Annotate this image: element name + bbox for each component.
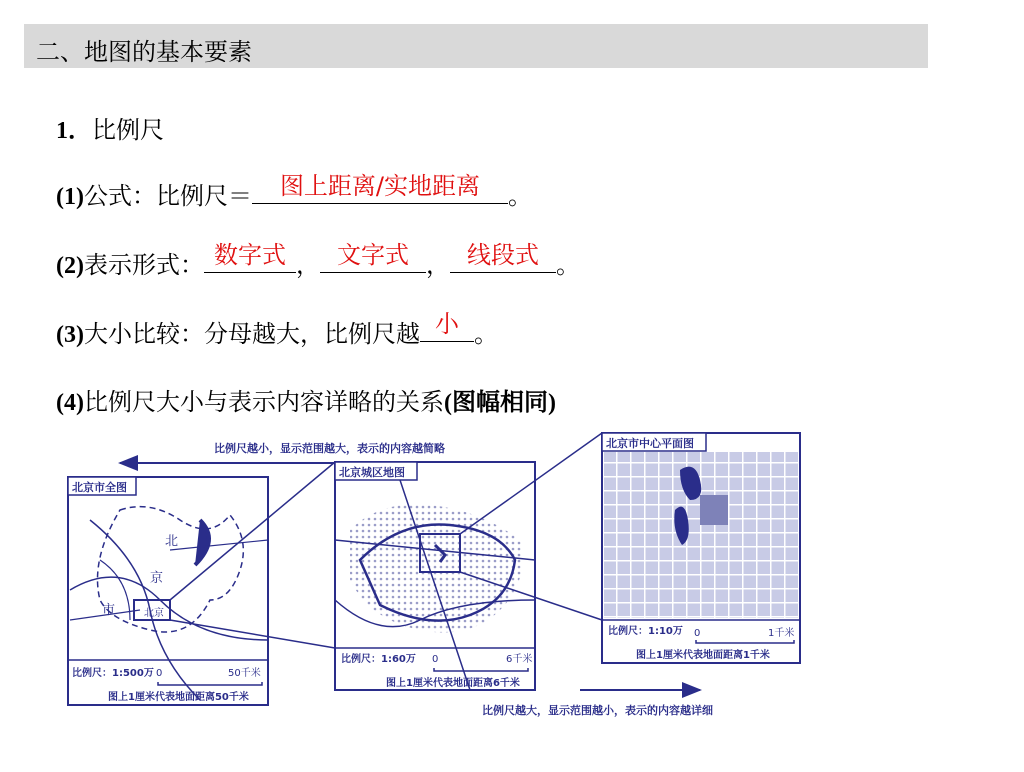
map1-char-beijing: 北京 (144, 608, 164, 619)
map3-scale-dist: 1千米 (768, 628, 795, 639)
section-title: 二、地图的基本要素 (36, 38, 252, 66)
map3-scale-zero: 0 (694, 628, 701, 639)
item-text: 公式：比例尺＝ (83, 182, 252, 210)
item-formula (56, 172, 532, 211)
map1-scale-dist: 50千米 (228, 668, 261, 679)
map3-scale-desc: 图上1厘米代表地面距离1千米 (636, 650, 770, 661)
item-relation (56, 382, 556, 417)
map3-scale-label: 比例尺：1:10万 (608, 626, 683, 637)
map-beijing-urban (335, 462, 535, 690)
item-prefix: (4) (56, 390, 84, 416)
punct: ， (295, 251, 320, 279)
item-text: 大小比较：分母越大，比例尺越 (83, 320, 420, 348)
map-beijing-full (68, 477, 268, 705)
map-beijing-center (602, 433, 800, 663)
answer-blank (420, 310, 474, 342)
bottom-arrow-text: 比例尺越大，显示范围越小，表示的内容越详细 (482, 704, 713, 717)
map2-scale-dist: 6千米 (506, 654, 533, 665)
answer-blank (320, 241, 426, 273)
map2-title: 北京城区地图 (339, 466, 405, 479)
item-forms (56, 241, 580, 280)
answer-text: 图上距离/实地距离 (279, 172, 481, 200)
punct: 。 (473, 320, 498, 348)
item-prefix: (2) (56, 253, 84, 279)
punct: 。 (507, 182, 532, 210)
punct: 。 (555, 251, 580, 279)
map2-scale-label: 比例尺：1:60万 (341, 654, 416, 665)
answer-text: 小 (434, 310, 459, 338)
map1-scale-desc: 图上1厘米代表地面距离50千米 (108, 692, 249, 703)
map3-title: 北京市中心平面图 (606, 437, 694, 450)
answer-text: 文字式 (336, 241, 409, 269)
map2-scale-desc: 图上1厘米代表地面距离6千米 (386, 678, 520, 689)
map1-title: 北京市全图 (72, 481, 127, 494)
map2-scale-zero: 0 (432, 654, 439, 665)
punct: ， (425, 251, 450, 279)
answer-text: 数字式 (213, 241, 286, 269)
item-prefix: (1) (56, 184, 84, 210)
scale-comparison-figure (0, 430, 1024, 768)
subsection-number: 1． (56, 118, 92, 144)
answer-blank (204, 241, 296, 273)
item-prefix: (3) (56, 322, 84, 348)
subsection-title (56, 110, 164, 145)
map1-char-bei: 北 (165, 534, 179, 549)
section-header (24, 24, 928, 68)
item-compare (56, 310, 498, 349)
map1-scale-label: 比例尺：1:500万 (72, 668, 154, 679)
item-paren: (图幅相同) (443, 390, 556, 416)
subsection-label: 比例尺 (92, 116, 164, 144)
answer-blank (450, 241, 556, 273)
map1-char-jing: 京 (150, 571, 164, 586)
answer-text: 线段式 (466, 241, 539, 269)
item-text: 表示形式： (83, 251, 204, 279)
answer-blank (252, 172, 508, 204)
top-arrow-text: 比例尺越小，显示范围越大，表示的内容越简略 (214, 442, 445, 455)
figure-svg (0, 430, 1024, 768)
map1-char-shi: 市 (102, 603, 116, 618)
map1-scale-zero: 0 (156, 668, 163, 679)
item-text: 比例尺大小与表示内容详略的关系 (83, 388, 444, 416)
